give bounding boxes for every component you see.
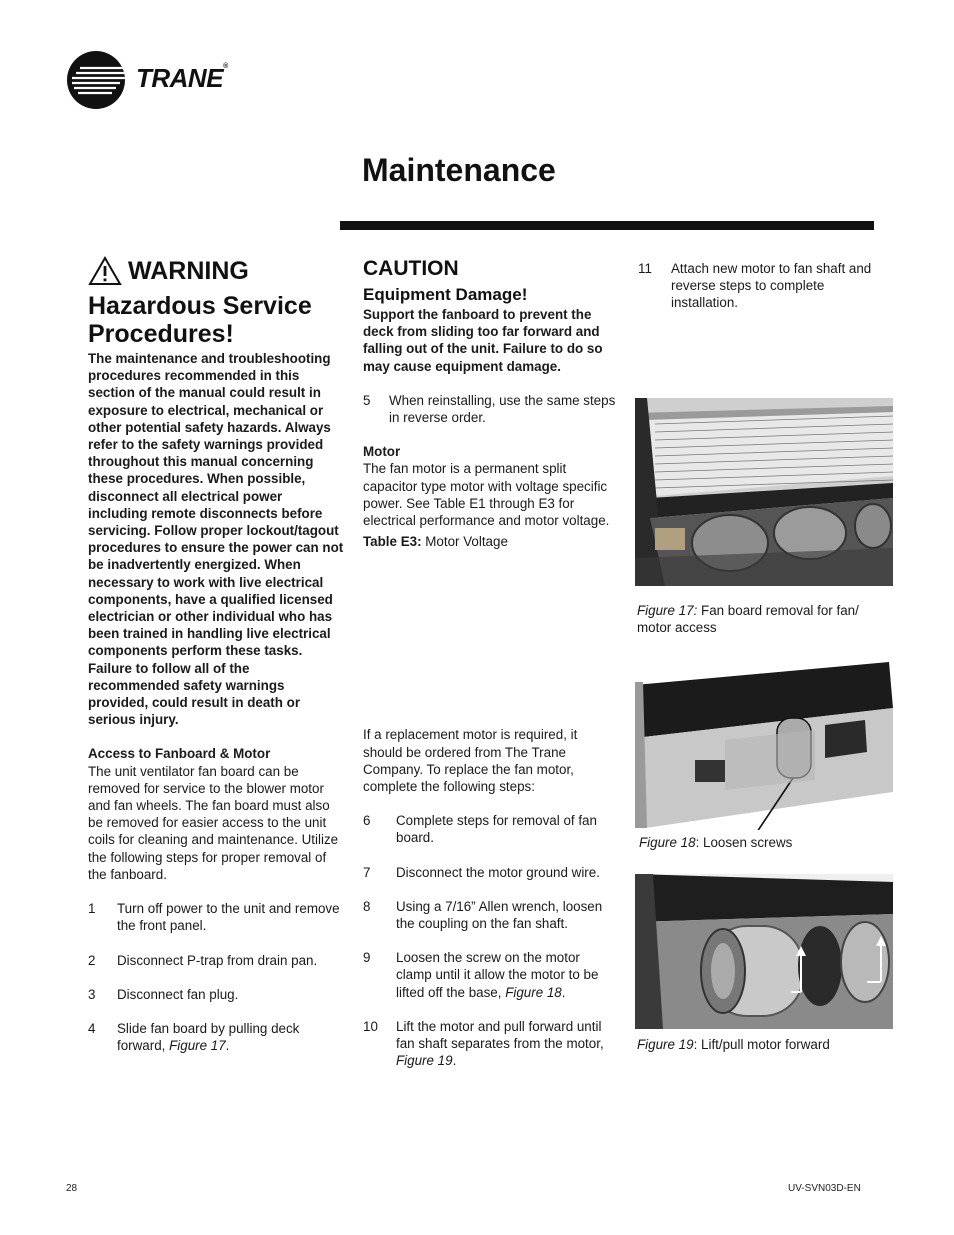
- step-number: 7: [363, 864, 371, 880]
- trane-logo: [66, 50, 246, 112]
- motor-heading: Motor: [363, 444, 401, 460]
- step-text: Disconnect fan plug.: [117, 986, 239, 1002]
- step-8: [363, 898, 619, 932]
- step-7: [363, 864, 619, 881]
- access-heading: Access to Fanboard & Motor: [88, 746, 271, 762]
- step-text: Using a 7/16” Allen wrench, loosen the coupling on the fan shaft.: [396, 898, 603, 932]
- figure-label: Figure 18: [639, 835, 696, 850]
- step-number: 3: [88, 986, 96, 1002]
- step-text: Lift the motor and pull forward until fan shaft separates from the motor,: [396, 1018, 604, 1052]
- step-4: [88, 1020, 344, 1054]
- logo-registered-mark: ®: [223, 63, 228, 70]
- step-text-end: .: [561, 984, 566, 1000]
- column-middle: [363, 256, 619, 1069]
- step-text: When reinstalling, use the same steps in reverse order.: [389, 392, 616, 426]
- step-number: 11: [638, 261, 652, 276]
- column-left: [88, 256, 344, 1054]
- step-11: [638, 260, 894, 312]
- figure-17-caption-text: [637, 602, 893, 636]
- warning-triangle-icon: [88, 256, 122, 286]
- step-3: [88, 986, 344, 1003]
- figure-text: : Loosen screws: [695, 835, 793, 850]
- step-1: [88, 900, 344, 934]
- step-text: Attach new motor to fan shaft and reverse steps to complete installation.: [671, 261, 872, 311]
- figure-reference: Figure 17: [169, 1038, 226, 1054]
- step-text: Disconnect the motor ground wire.: [396, 864, 600, 880]
- step-text: Turn off power to the unit and remove the front panel.: [117, 901, 340, 934]
- figure-19-photo: [635, 874, 893, 1029]
- step-10: [363, 1018, 619, 1070]
- table-title: Motor Voltage: [421, 534, 508, 550]
- step-9: [363, 949, 619, 1001]
- title-rule: [340, 221, 874, 230]
- step-number: 8: [363, 898, 371, 914]
- figure-19-caption: [637, 1036, 893, 1053]
- warning-heading: [88, 256, 344, 348]
- step-number: 10: [363, 1018, 378, 1034]
- warning-title: Hazardous Service Procedures!: [88, 292, 312, 348]
- step-number: 9: [363, 950, 371, 966]
- step-number: 5: [363, 392, 371, 408]
- trane-logo-emblem: [66, 50, 126, 110]
- table-label: Table E3:: [363, 534, 422, 550]
- step-number: 4: [88, 1020, 96, 1036]
- logo-wordmark: TRANE: [136, 63, 224, 93]
- warning-label: WARNING: [128, 257, 249, 285]
- step-text: Loosen the screw on the motor clamp until it allow the motor to be lifted off the base,: [396, 950, 599, 1000]
- caution-body: Support the fanboard to prevent the deck from sliding too far forward and falling out of the unit. Failure to do so may cause equipment damage.: [363, 307, 603, 374]
- document-code: UV-SVN03D-EN: [788, 1183, 861, 1194]
- column-right: [638, 260, 894, 312]
- figure-18-caption: [639, 834, 895, 851]
- step-number: 6: [363, 813, 371, 829]
- step-text: Disconnect P-trap from drain pan.: [117, 952, 318, 968]
- step-number: 1: [88, 901, 96, 917]
- step-number: 2: [88, 952, 96, 968]
- figure-text: : Lift/pull motor forward: [693, 1037, 830, 1052]
- figure-17-photo: [635, 398, 893, 586]
- warning-body: The maintenance and troubleshooting procedures recommended in this section of the manual could result in exposure to electrical, mechanical or other potential safety hazards. Always refer to the safety warnings provided throughout this manual concerning these procedures. When possible, disconnect all electrical power including remote disconnects before servicing. Follow proper lockout/tagout procedures to ensure the power can not be inadvertently energized. When necessary to work with live electrical components, have a qualified licensed electrician or other individual who has been trained in handling live electrical components perform these tasks. Failure to follow all of the recommended safety warnings provided, could result in death or serious injury.: [88, 351, 344, 728]
- step-text-end: .: [225, 1038, 230, 1054]
- caution-label: CAUTION: [363, 257, 459, 280]
- table-e3-caption: [363, 533, 619, 550]
- step-text: Slide fan board by pulling deck forward,: [117, 1020, 300, 1054]
- figure-text: Fan board removal for fan/ motor access: [637, 603, 859, 636]
- figure-reference: Figure 19: [396, 1053, 453, 1069]
- page-number: 28: [66, 1183, 78, 1194]
- access-body: The unit ventilator fan board can be removed for service to the blower motor and fan wheels. The fan board must also be removed for easier access to the unit coils for cleaning and maintenance. Utilize the following steps for proper removal of the fanboard.: [88, 763, 339, 882]
- figure-reference: Figure 18: [505, 984, 562, 1000]
- motor-body: The fan motor is a permanent split capacitor type motor with voltage specific power. See Table E1 through E3 for electrical performance and motor voltage.: [363, 461, 610, 529]
- step-6: [363, 812, 619, 846]
- page-title: Maintenance: [362, 152, 556, 188]
- caution-title: Equipment Damage!: [363, 285, 528, 304]
- replace-body: If a replacement motor is required, it should be ordered from The Trane Company. To replace the fan motor, complete the following steps:: [363, 727, 578, 795]
- figure-label: Figure 19: [637, 1037, 694, 1052]
- step-2: [88, 952, 344, 969]
- step-text-end: .: [452, 1053, 457, 1069]
- step-text: Complete steps for removal of fan board.: [396, 813, 597, 846]
- figure-18-photo: [635, 660, 893, 830]
- figure-label: Figure 17:: [637, 603, 698, 618]
- step-5: [363, 392, 619, 426]
